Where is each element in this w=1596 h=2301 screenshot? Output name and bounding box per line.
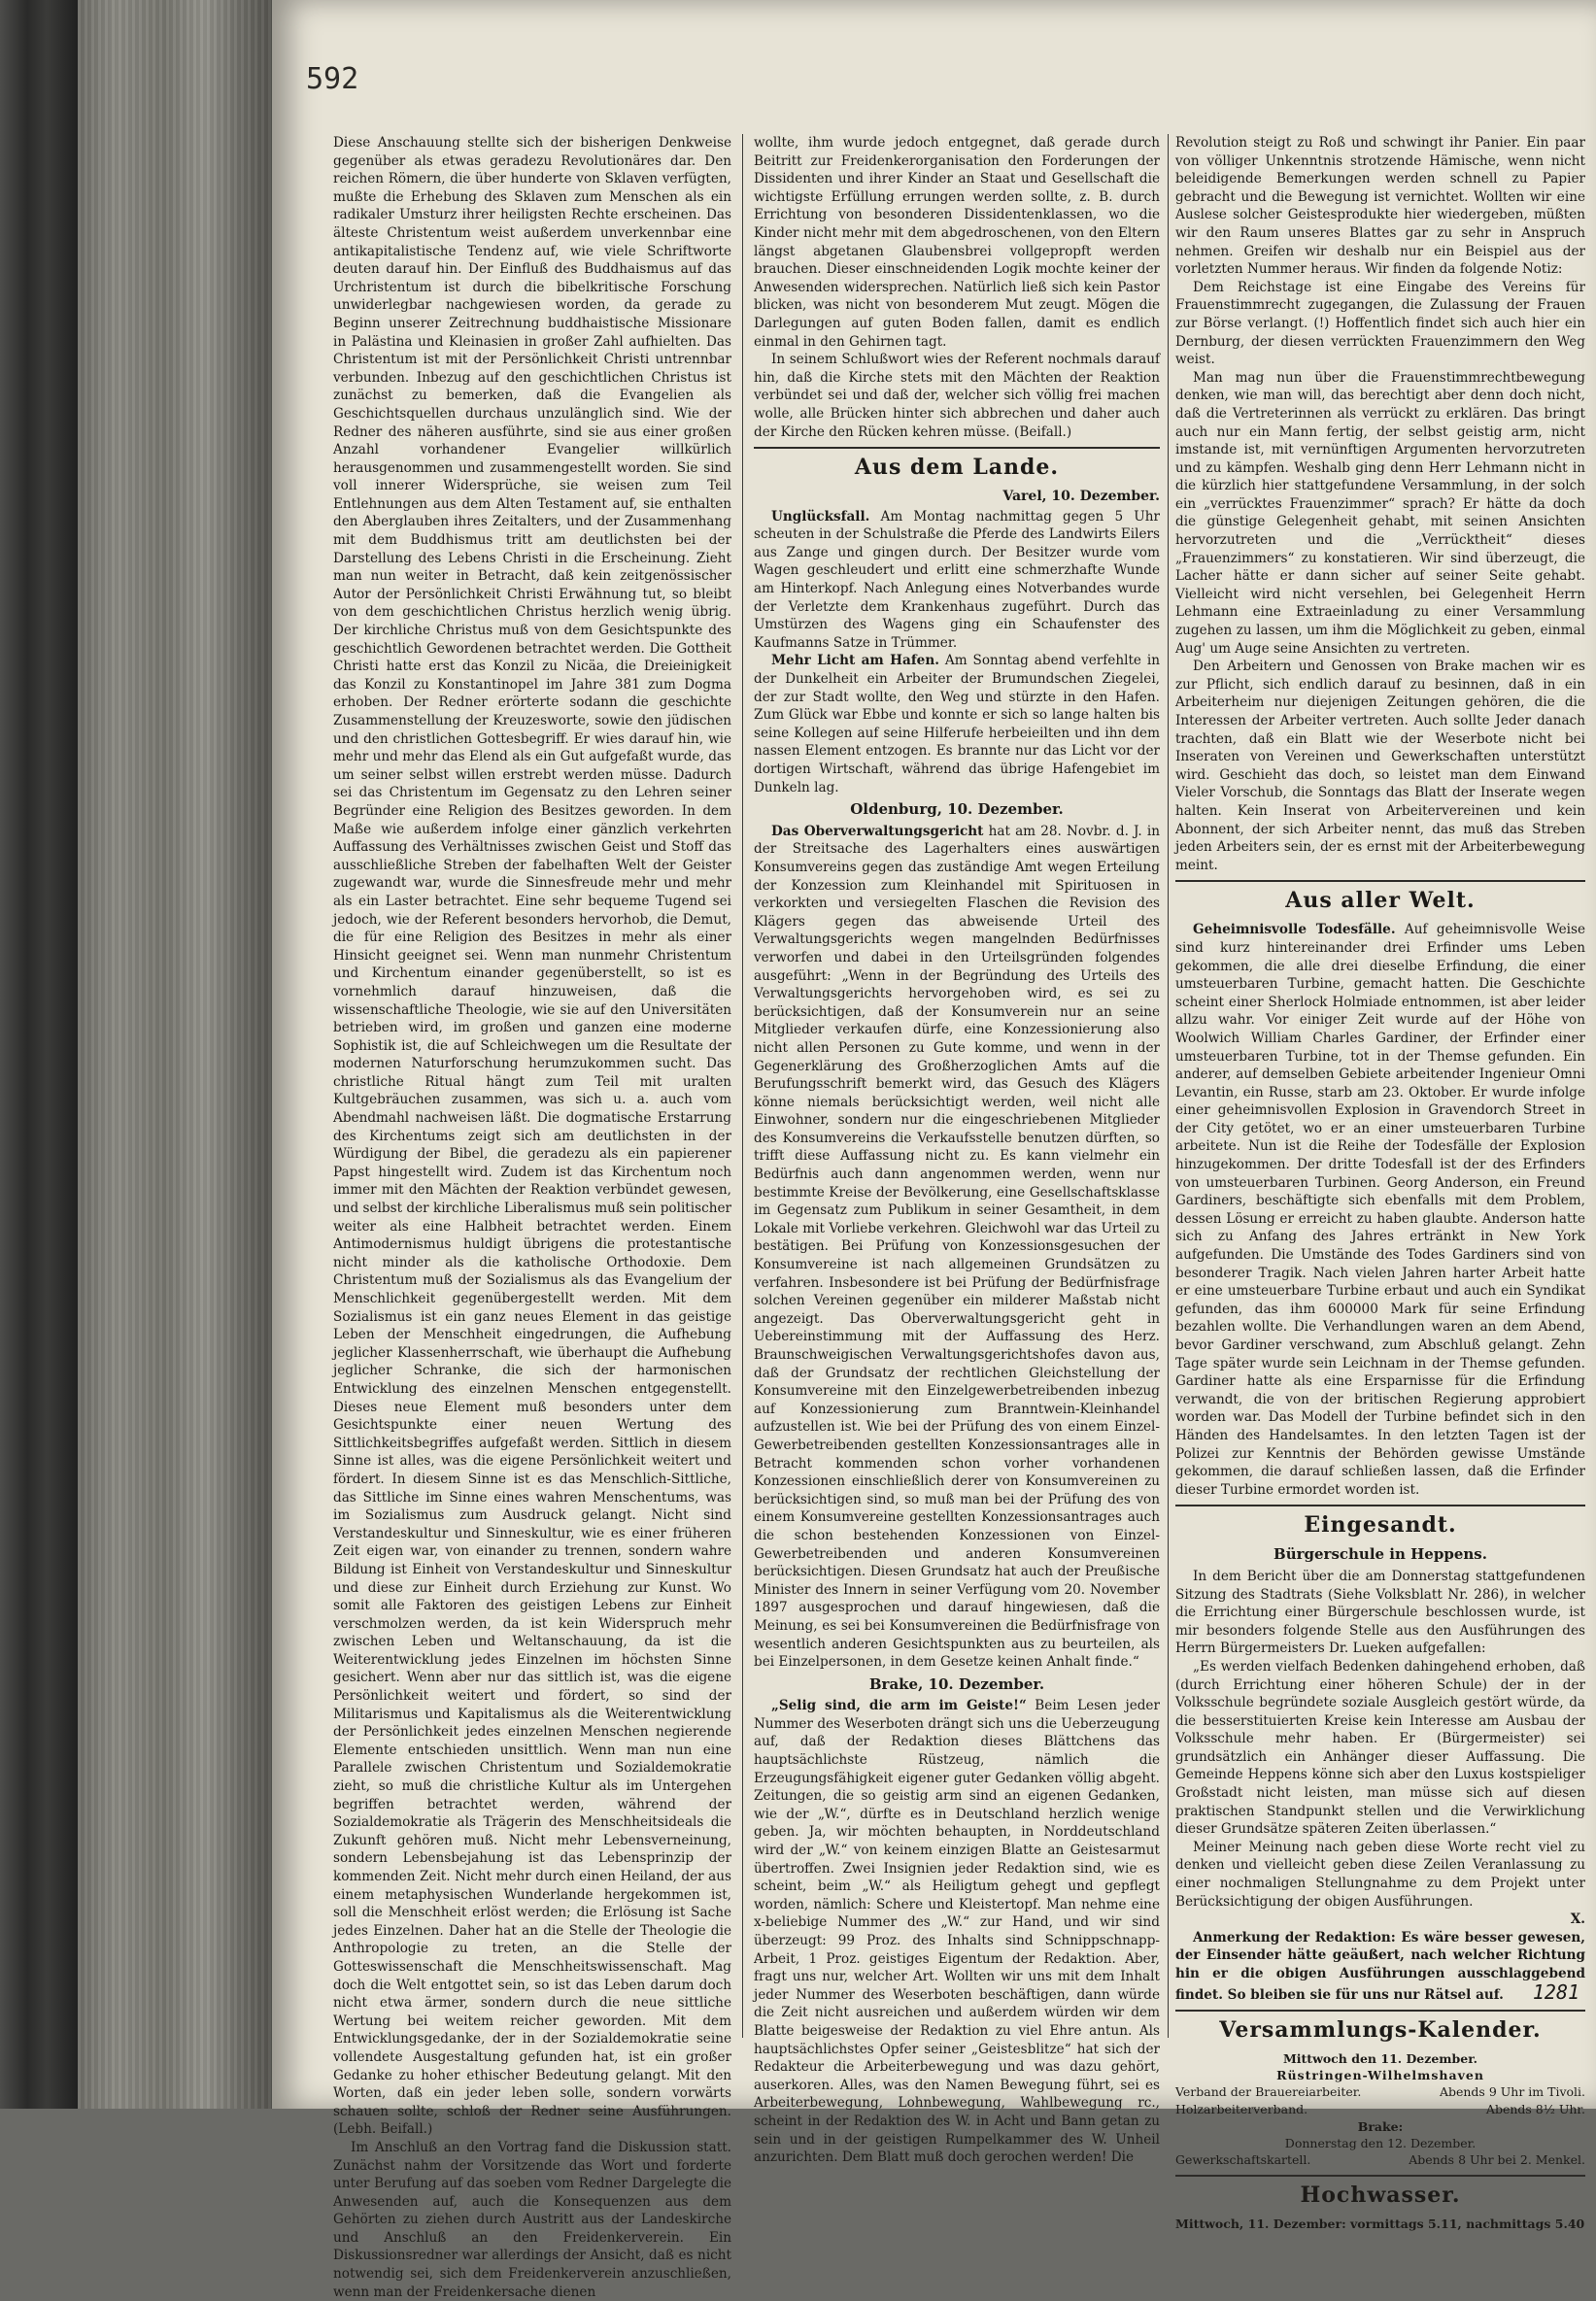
- section-heading-lande: Aus dem Lande.: [854, 455, 1060, 481]
- calendar-entry-org: Gewerkschaftskartell.: [1175, 2152, 1311, 2168]
- calendar-entry-time: Abends 9 Uhr im Tivoli.: [1439, 2084, 1585, 2100]
- news-item-text: Am Sonntag abend verfehlte in der Dunkelheit ein Arbeiter der Brumundschen Ziegelei, der zur Stadt wollte, den Weg und stürzte in den Hafen. Zum Glück war Ebbe und konnte er sich so lange halten bis seine Kollegen auf seine Hilferufe herbeieilten und ihn dem nassen Element entzogen. Es brannte nur das Licht vor der dortigen Wirtschaft, während das übrige Hafengebiet im Dunkeln lag.: [754, 653, 1161, 795]
- dateline-oldenburg: Oldenburg, 10. Dezember.: [850, 800, 1064, 819]
- tide-times: Mittwoch, 11. Dezember: vormittags 5.11, nachmittags 5.40: [1175, 2216, 1585, 2232]
- calendar-date: Mittwoch den 11. Dezember.: [1282, 2051, 1478, 2067]
- news-item: [754, 508, 1160, 653]
- news-item-text: Auf geheimnisvolle Weise sind kurz hintereinander drei Erfinder ums Leben gekommen, die alle drei dieselbe Erfindung, die einer umsteuerbaren Turbine, gemacht hatten. Die Geschichte scheint einer Sherlock Holmiade entnommen, ist aber leider allzu wahr. Vor einiger Zeit wurde auf der Höhe von Woolwich William Charles Gardiner, der Erfinder einer umsteuerbaren Turbine, tot in der Themse gefunden. Ein anderer, auf demselben Gebiete arbeitender Ingenieur Omni Levantin, ein Russe, starb am 23. Oktober. Er wurde infolge einer geheimnisvollen Explosion in Gravendorch Street in der City getötet, wo er an einer umsteuerbaren Turbine arbeitete. Nun ist die Reihe der Todesfälle der Explosion hinzugekommen. Der dritte Todesfall ist der des Erfinders von umsteuerbaren Turbinen. Georg Anderson, ein Freund Gardiners, beschäftigte sich ebenfalls mit dem Problem, dessen Lösung er erreicht zu haben glaubte. Anderson hatte sich zu Anfang des Jahres ertränkt in New York aufgefunden. Die Umstände des Todes Gardiners sind von besonderer Tragik. Nach vielen Jahren harter Arbeit hatte er eine umsteuerbare Turbine erbaut und auch ein Syndikat gefunden, das ihm 600000 Mark für seine Erfindung bezahlen wollte. Die Verhandlungen waren an dem Abend, bevor Gardiner verschwand, zum Abschluß gelangt. Zehn Tage später wurde sein Leichnam in der Themse gefunden. Gardiner hatte als eine Ersparnisse für die Erfindung verwandt, die von der britischen Regierung approbiert worden war. Das Modell der Turbine befindet sich in den Händen des Handelsamtes. In den letzten Tagen ist der Polizei zur Kenntnis der Behörden gewisse Umstände gekommen, die darauf schließen lassen, daß die Erfinder dieser Turbine ermordet worden ist.: [1175, 922, 1585, 1498]
- editorial-note: [1175, 1929, 1585, 2004]
- letter-signature: X.: [1570, 1912, 1585, 1928]
- calendar-entry: [1175, 2151, 1585, 2169]
- article-paragraph: Den Arbeitern und Genossen von Brake machen wir es zur Pflicht, sich endlich darauf zu besinnen, daß in ein Arbeiterheim nur diejenigen Zeitungen gehören, die die Interessen der Arbeiter vertreten. Auch sollte Jeder danach trachten, daß ein Blatt wie der Weserbote nicht bei Inseraten von Vereinen und Gewerkschaften unterstützt wird. Geschieht das doch, so leistet man dem Einwand Vieler Vorschub, die Sonntags das Blatt der Inserate wegen halten. Kein Inserat von Arbeitervereinen und kein Abonnent, der sich Arbeiter nennt, das muß das Streben jeden Arbeiters sein, der es ernst mit der Arbeiterbewegung meint.: [1175, 659, 1585, 873]
- book-spine: [78, 0, 272, 2109]
- handwritten-annotation: 1281: [1532, 1980, 1580, 2004]
- calendar-entry: [1175, 2083, 1585, 2101]
- section-heading-eingesandt: Eingesandt.: [1304, 1512, 1457, 1539]
- column-rule: [742, 134, 743, 2038]
- section-heading-kalender: Versammlungs-Kalender.: [1219, 2017, 1542, 2044]
- column-2: [754, 134, 1161, 2166]
- news-item-title: Das Oberverwaltungsgericht: [771, 823, 984, 839]
- article-paragraph: Man mag nun über die Frauenstimmrechtbewegung denken, wie man will, das berechtigt aber denn doch nicht, daß die Vertreterinnen als verrückt zu erklären. Das bringt auch nur ein Mann fertig, der selbst geistig arm, nicht imstande ist, mit vernünftigen Argumenten hervorzutreten und zu kämpfen. Weshalb ging denn Herr Lehmann nicht in die kürzlich hier stattgefundene Versammlung, in der solch ein „verrücktes Frauenzimmer“ sprach? Er hätte da doch die günstige Gelegenheit gehabt, mit seinen Ansichten hervorzutreten und die „Verrücktheit“ dieses „Frauenzimmers“ zu konstatieren. Wir sind überzeugt, die Lacher hätte er dann sicher auf seiner Seite gehabt. Vielleicht wird nicht versehlen, bei Gelegenheit Herrn Lehmann eine Extraeinladung zu einer Versammlung zugehen zu lassen, um ihm die Möglichkeit zu geben, einmal Aug' um Auge seine Ansichten zu vertreten.: [1175, 369, 1585, 657]
- calendar-list: [1175, 2083, 1585, 2118]
- letter-paragraph: „Es werden vielfach Bedenken dahingehend erhoben, daß (durch Errichtung einer höheren Schule) der in der Volksschule begründete soziale Ausgleich gestört würde, da die besserstituierten Kreise kein Interesse am Ausbau der Volksschule mehr haben. Er (Bürgermeister) sei grundsätzlich ein Anhänger dieser Auffassung. Die Gemeinde Heppens könne sich aber den Luxus kostspieliger Großstadt nicht leisten, man müsse sich auf diesen praktischen Standpunkt stellen und die Verwirklichung dieser Grundsätze späteren Zeiten überlassen.“: [1175, 1658, 1585, 1838]
- dateline-brake: Brake, 10. Dezember.: [868, 1675, 1045, 1693]
- column-rule: [1168, 134, 1169, 2038]
- news-item-text: hat am 28. Novbr. d. J. in der Streitsache des Lagerhalters eines auswärtigen Konsumvereins gegen das zuständige Amt wegen Erteilung der Konzession zum Kleinhandel mit Spirituosen in verkorkten und versiegelten Flaschen die Revision des Klägers gegen das abweisende Urteil des Verwaltungsgerichts wegen mangelnden Bedürfnisses verworfen und dabei in den Urteilsgründen folgendes ausgeführt: „Wenn in der Begründung des Urteils des Verwaltungsgerichts hervorgehoben wird, es sei zu berücksichtigen, daß der Konsumverein nur an seine Mitglieder verkaufen dürfe, eine Konzessionierung also nicht allen Personen zu Gute komme, und wenn in der Gegenerklärung des Großherzoglichen Amts auf die Berufungsschrift bemerkt wird, das Gesuch des Klägers könne niemals berücksichtigt werden, weil nicht alle Einwohner, sondern nur die eingeschriebenen Mitglieder des Konsumvereins die Verkaufsstelle benutzen dürften, so trifft diese Auffassung nicht zu. Es kann vielmehr ein Bedürfnis auch dann angenommen werden, wenn nur bestimmte Kreise der Bevölkerung, eine Gesellschaftsklasse im Gegensatz zum Publikum in seiner Gesamtheit, in dem Lokale mit Vorliebe verkehren. Gleichwohl war das Urteil zu bestätigen. Bei Prüfung von Konzessionsgesuchen der Konsumvereine ist nach allgemeinen Grundsätzen zu verfahren. Insbesondere ist bei Prüfung der Bedürfnisfrage solchen Vereinen gegenüber ein milderer Maßstab nicht angezeigt. Das Oberverwaltungsgericht geht in Uebereinstimmung mit der Auffassung des Herz. Braunschweigischen Verwaltungsgerichtshofes davon aus, daß der Grundsatz der rechtlichen Gleichstellung der Konsumvereine mit den Einzelgewerbetreibenden inbezug auf Konzessionierung zum Branntwein-Kleinhandel aufzustellen ist. Wie bei der Prüfung des von einem Einzel-Gewerbetreibenden gestellten Konzessionsantrages alle in Betracht kommenden schon vorher vorhandenen Konzessionen einschließlich derer von Konsumvereinen zu berücksichtigen sind, so muß man bei der Prüfung des von einem Konsumvereine gestellten Konzessionsantrages auch die schon bestehenden Konzessionen von Einzel-Gewerbetreibenden und anderen Konsumvereinen berücksichtigen. Diesen Grundsatz hat auch der Preußische Minister des Innern in seiner Verfügung vom 20. November 1897 ausgesprochen und darauf hingewiesen, daß die Meinung, es sei bei Konsumvereinen die Bedürfnisfrage von wesentlich anderen Gesichtspunkten aus zu beurteilen, als bei Einzelpersonen, in dem Gesetze keinen Anhalt finde.“: [754, 823, 1160, 1671]
- news-item-title: „Selig sind, die arm im Geiste!“: [771, 1698, 1027, 1714]
- news-item: [754, 1697, 1160, 2166]
- news-item: [754, 823, 1160, 1672]
- section-heading-welt: Aus aller Welt.: [1285, 888, 1476, 914]
- book-binding: [0, 0, 78, 2109]
- page-number: 592: [306, 62, 359, 96]
- article-paragraph: Im Anschluß an den Vortrag fand die Diskussion statt. Zunächst nahm der Vorsitzende das Wort und forderte unter Berufung auf das soeben vom Redner Dargelegte die Anwesenden auf, auch die Konsequenzen aus dem Gehörten zu ziehen durch Austritt aus der Landeskirche und Anschluß an den Freidenkerverein. Ein Diskussionsredner war allerdings der Ansicht, daß es nicht notwendig sei, sich dem Freidenkerverein anzuschließen, wenn man der Freidenkersache dienen: [333, 2139, 731, 2300]
- calendar-place: Rüstringen-Wilhelmshaven: [1276, 2068, 1484, 2083]
- editorial-note-text: Anmerkung der Redaktion: Es wäre besser gewesen, der Einsender hätte geäußert, nach welcher Richtung hin er die obigen Ausführungen ausschlaggebend findet. So bleiben sie für uns nur Rätsel auf.: [1175, 1929, 1585, 2003]
- letter-paragraph: Meiner Meinung nach geben diese Worte recht viel zu denken und vielleicht geben diese Zeilen Veranlassung zu einer nochmaligen Stellungnahme zu dem Projekt unter Berücksichtigung der obigen Ausführungen.: [1175, 1839, 1585, 1910]
- news-item: [754, 652, 1160, 796]
- calendar-list: [1175, 2151, 1585, 2169]
- calendar-entry-time: Abends 8½ Uhr.: [1485, 2102, 1585, 2117]
- calendar-entry: [1175, 2101, 1585, 2118]
- article-paragraph: Revolution steigt zu Roß und schwingt ihr Panier. Ein paar von völliger Unkenntnis strotzende Hämische, wenn nicht beleidigende Bemerkungen werden schnell zu Papier gebracht und die Bewegung ist vernichtet. Wollten wir eine Auslese solcher Geistesprodukte hier wiedergeben, müßten wir den Raum unseres Blattes gar zu sehr in Anspruch nehmen. Greifen wir deshalb nur ein Beispiel aus der vorletzten Nummer heraus. Wir finden da folgende Notiz:: [1175, 135, 1585, 278]
- calendar-entry-org: Verband der Brauereiarbeiter.: [1175, 2084, 1362, 2100]
- calendar-place: Brake:: [1357, 2119, 1404, 2135]
- section-divider: [754, 447, 1160, 449]
- section-divider: [1175, 880, 1585, 882]
- calendar-entry-org: Holzarbeiterverband.: [1175, 2102, 1308, 2117]
- article-paragraph: wollte, ihm wurde jedoch entgegnet, daß gerade durch Beitritt zur Freidenkerorganisation den Forderungen der Dissidenten und ihrer Kinder an Staat und Gesellschaft die wichtigste Erfüllung errungen werden sollte, z. B. durch Errichtung von besonderen Dissidentenklassen, wo die Kinder nicht mehr mit dem abgedroschenen, von den Eltern längst abgetanen Glaubensbrei vollgepropft werden brauchen. Dieser einschneidenden Logik mochte keiner der Anwesenden widersprechen. Natürlich ließ sich kein Pastor blicken, was nicht von besonderem Mut zeugt. Mögen die Darlegungen auf guten Boden fallen, damit es endlich einmal in den Gehirnen tagt.: [754, 135, 1160, 350]
- section-divider: [1175, 2010, 1585, 2012]
- quoted-notice: Dem Reichstage ist eine Eingabe des Vereins für Frauenstimmrecht zugegangen, die Zulassung der Frauen zur Börse verlangt. (!) Hoffentlich findet sich auch hier ein Dernburg, der diesen verrückten Frauenzimmern den Weg weist.: [1175, 279, 1585, 368]
- news-item: [1175, 921, 1585, 1499]
- article-paragraph: Diese Anschauung stellte sich der bisherigen Denkweise gegenüber als etwas geradezu Revolutionäres dar. Den reichen Römern, die über hunderte von Sklaven verfügten, mußte die Erhebung des Sklaven zum Menschen als ein radikaler Umsturz ihrer heiligsten Rechte erscheinen. Das älteste Christentum weist außerdem unverkennbar eine antikapitalistische Tendenz auf, wie viele Schriftworte deuten darauf hin. Der Einfluß des Buddhaismus auf das Urchristentum ist durch die bibelkritische Forschung unwiderlegbar nachgewiesen worden, da gerade zu Beginn unserer Zeitrechnung buddhaistische Missionare in Palästina und Kleinasien in großer Zahl aufhielten. Das Christentum ist mit der Persönlichkeit Christi untrennbar verbunden. Inbezug auf den geschichtlichen Christus ist zunächst zu bemerken, daß die Evangelien als Geschichtsquellen durchaus unzulänglich sind. Wie der Redner des näheren ausführte, sind sie aus einer großen Anzahl vorhandener Evangelier willkürlich herausgenommen und zusammengestellt worden. Sie sind voll innerer Widersprüche, sie weisen zum Teil Entlehnungen aus dem Alten Testament auf, sie enthalten den Aberglauben ihres Zeitalters, und der Zusammenhang mit dem Buddhismus tritt am deutlichsten bei der Darstellung des Lebens Christi in die Erscheinung. Zieht man nun weiter in Betracht, daß kein zeitgenössischer Autor der Persönlichkeit Christi Erwähnung tut, so bleibt von dem geschichtlichen Christus herzlich wenig übrig. Der kirchliche Christus muß von dem Gesichtspunkte des geschichtlich Gewordenen betrachtet werden. Die Gottheit Christi hatte erst das Konzil zu Nicäa, die Dreieinigkeit das Konzil zu Konstantinopel im Jahre 381 zum Dogma erhoben. Der Redner erörterte sodann die geschichte Zusammenstellung der Kreuzesworte, sowie den jüdischen und den christlichen Gottesbegriff. Er wies darauf hin, wie mehr und mehr das Elend als ein Gut aufgefaßt wurde, das um seiner selbst willen erstrebt werden müsse. Dadurch sei das Christentum im Gegensatz zu den Lehren seiner Begründer eine Religion des Besitzes geworden. In dem Maße wie außerdem infolge einer gänzlich verkehrten Auffassung des Verhältnisses zwischen Geist und Stoff das ausschließliche Streben der fabelhaften Welt der Geister zugewandt war, wurde die Sinnesfreude mehr und mehr als ein Laster betrachtet. Eine sehr bequeme Tugend sei jedoch, wie der Referent besonders hervorhob, die Demut, die für eine Religion des Besitzes in mehr als einer Hinsicht geeignet sei. Wenn man nunmehr Christentum und Kirchentum einander gegenüberstellt, so ist es vornehmlich darauf hinzuweisen, daß die wissenschaftliche Theologie, wie sie auf den Universitäten betrieben wird, im großen und ganzen eine moderne Sophistik ist, die auf Schleichwegen um die Resultate der modernen Naturforschung herumzukommen sucht. Das christliche Ritual hängt zum Teil mit uralten Kultgebräuchen zusammen, was sich u. a. auch vom Abendmahl nachweisen läßt. Die dogmatische Erstarrung des Kirchentums zeigt sich am deutlichsten in der Würdigung der Bibel, die geradezu als ein papierener Papst hingestellt wird. Zudem ist das Kirchentum noch immer mit den Mächten der Reaktion verbündet gewesen, und selbst der kirchliche Liberalismus muß sein politischer weiter als eine Halbheit betrachtet werden. Einem Antimodernismus huldigt übrigens die protestantische nicht minder als die katholische Orthodoxie. Dem Christentum muß der Sozialismus als das Evangelium der Menschlichkeit gegenübergestellt werden. Mit dem Sozialismus ist ein ganz neues Element in das geistige Leben der Menschheit eingedrungen, die Aufhebung jeglicher Klassenherrschaft, wie überhaupt die Aufhebung jeglicher Schranke, die sich der harmonischen Entwicklung des einzelnen Menschen entgegenstellt. Dieses neue Element muß besonders unter dem Gesichtspunkte einer neuen Wertung des Sittlichkeitsbegriffes aufgefaßt werden. Sittlich in diesem Sinne ist alles, was die eigene Persönlichkeit weitert und fördert. In diesem Sinne ist es das Menschlich-Sittliche, das Sittliche im Sinne eines wahren Menschentums, was im Sozialismus zum Ausdruck gelangt. Nicht sind Verstandeskultur und Sinneskultur, wie es einer früheren Zeit eigen war, von einander zu trennen, sondern wahre Bildung ist Einheit von Verstandeskultur und Sinneskultur und diese zur Einheit durch Erziehung zur Kunst. Wo somit alle Faktoren des geistigen Lebens zur Einheit verschmolzen werden, da ist kein Widerspruch mehr zwischen Leben und Weltanschauung, da ist die Weiterentwicklung jedes Einzelnen im höchsten Sinne gesichert. Wenn aber nur das sittlich ist, was die eigene Persönlichkeit weitert und fördert, so sind der Militarismus und Kapitalismus als die Weiterentwicklung der Persönlichkeit jedes einzelnen Menschen negierende Elemente entschieden unsittlich. Wenn man nun eine Parallele zwischen Christentum und Sozialdemokratie zieht, so muß die christliche Kultur als im Untergehen begriffen betrachtet werden, während der Sozialdemokratie als Trägerin des Menschheitsideals die Zukunft gehören muß. Nicht mehr Lebensverneinung, sondern Lebensbejahung ist das Lebensprinzip der kommenden Zeit. Nicht mehr durch einen Heiland, der aus einem metaphysischen Wunderlande hergekommen ist, soll die Menschheit erlöst werden; die Erlösung ist Sache jedes Einzelnen. Daher hat an die Stelle der Theologie die Anthropologie zu treten, an die Stelle der Gotteswissenschaft die Menschheitswissenschaft. Mag doch die Welt entgottet sein, so ist das Leben darum doch nicht etwa ärmer, sondern durch die neue sittliche Wertung bei weitem reicher geworden. Mit dem Entwicklungsgedanke, der in der Sozialdemokratie seine vollendete Ausgestaltung gefunden hat, ist ein großer Gedanke zu hoher ethischer Bedeutung gelangt. Mit den Worten, daß ein jeder leben solle, sondern vorwärts schauen sollte, schloß der Redner seine Ausführungen. (Lebh. Beifall.): [333, 135, 731, 2138]
- dateline-varel: Varel, 10. Dezember.: [1002, 489, 1160, 505]
- section-divider: [1175, 2175, 1585, 2177]
- section-divider: [1175, 1505, 1585, 1506]
- column-3: [1175, 134, 1585, 2232]
- news-item-title: Geheimnisvolle Todesfälle.: [1193, 922, 1396, 938]
- calendar-date: Donnerstag den 12. Dezember.: [1284, 2136, 1477, 2151]
- news-item-text: Beim Lesen jeder Nummer des Weserboten drängt sich uns die Ueberzeugung auf, daß der Redaktion dieses Blättchens das hauptsächlichste Rüstzeug, nämlich die Erzeugungsfähigkeit eigener guter Gedanken völlig abgeht. Zeitungen, die so geistig arm sind an eigenen Gedanken, wie der „W.“, dürfte es in Deutschland herzlich wenige geben. Ja, wir möchten behaupten, in Norddeutschland wird der „W.“ von keinem einzigen Blatte an Geistesarmut übertroffen. Zwei Insignien jeder Redaktion sind, wie es scheint, beim „W.“ als Heiligtum gehegt und gepflegt worden, nämlich: Schere und Kleistertopf. Man nehme eine x-beliebige Nummer des „W.“ zur Hand, und wir sind überzeugt: 99 Proz. des Inhalts sind Schnippschnapp-Arbeit, 1 Proz. geistiges Eigentum der Redaktion. Aber, fragt uns nur, welcher Art. Wollten wir uns mit dem Inhalt jeder Nummer des Weserboten beschäftigen, dann würde die Zeit nicht ausreichen und außerdem würden wir dem Blatte beigesweise der Redaktion zu viel Ehre antun. Als hauptsächlichstes Opfer seiner „Geistesblitze“ hat sich der Redakteur die Arbeiterbewegung und was dazu gehört, auserkoren. Alles, was den Namen Bewegung führt, sei es Arbeiterbewegung, Lohnbewegung, Wahlbewegung rc., scheint in der Redaktion des W. in Acht und Bann getan zu sein und in der geistigen Rumpelkammer des W. Unheil anzurichten. Dem Blatt muß doch gerochen werden! Die: [754, 1698, 1160, 2166]
- news-item-title: Unglücksfall.: [771, 508, 870, 524]
- letter-paragraph: In dem Bericht über die am Donnerstag stattgefundenen Sitzung des Stadtrats (Siehe Volksblatt Nr. 286), in welcher die Errichtung einer Bürgerschule beschlossen wurde, ist mir besonders folgende Stelle aus den Ausführungen des Herrn Bürgermeisters Dr. Lueken aufgefallen:: [1175, 1568, 1585, 1657]
- article-paragraph: In seinem Schlußwort wies der Referent nochmals darauf hin, daß die Kirche stets mit den Mächten der Reaktion verbündet sei und daß der, welcher sich völlig frei machen wolle, alle Brücken hinter sich abbrechen und daher auch der Kirche den Rücken kehren müsse. (Beifall.): [754, 352, 1160, 440]
- eingesandt-subtitle: Bürgerschule in Heppens.: [1273, 1545, 1487, 1564]
- section-heading-hochwasser: Hochwasser.: [1300, 2183, 1461, 2209]
- news-item-text: Am Montag nachmittag gegen 5 Uhr scheuten in der Schulstraße die Pferde des Landwirts Eilers aus Zange und gingen durch. Der Besitzer wurde vom Wagen geschleudert und erlitt eine schmerzhafte Wunde am Hinterkopf. Nach Anlegung eines Notverbandes wurde der Verletzte dem Krankenhaus zugeführt. Durch das Umstürzen des Wagens ging ein Schaufenster des Kaufmanns Satze in Trümmer.: [754, 508, 1160, 651]
- news-item-title: Mehr Licht am Hafen.: [771, 653, 939, 669]
- column-1: [333, 134, 731, 2300]
- calendar-entry-time: Abends 8 Uhr bei 2. Menkel.: [1409, 2152, 1585, 2168]
